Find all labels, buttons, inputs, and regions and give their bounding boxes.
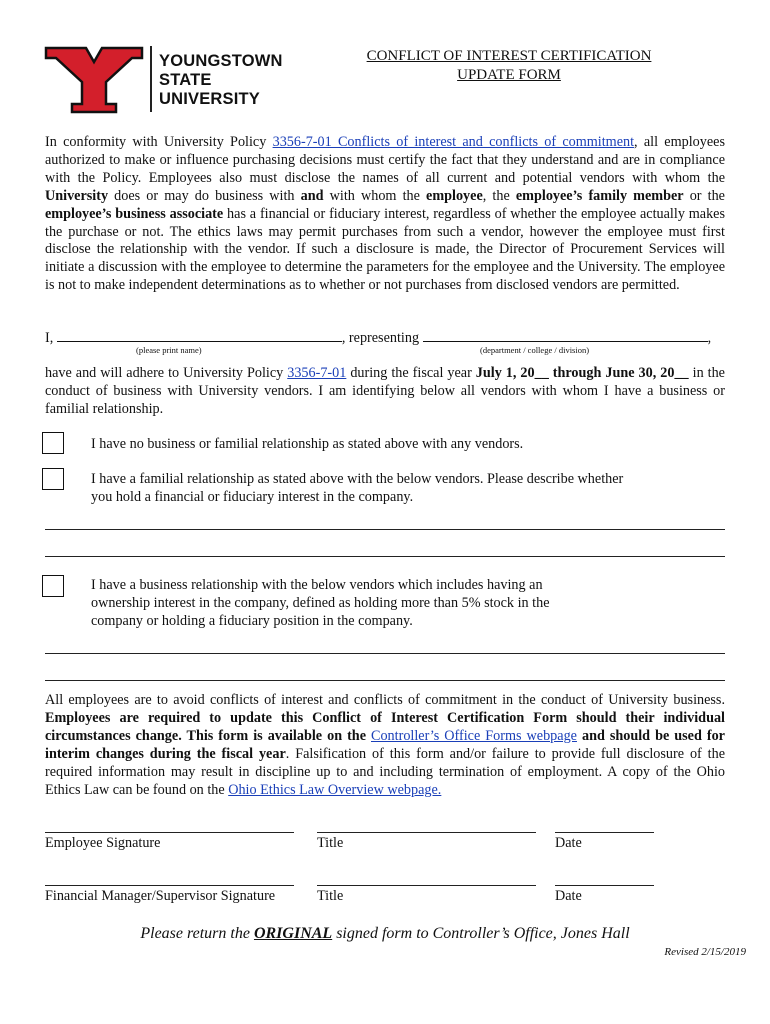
declaration-line: I, , representing ,: [45, 327, 735, 347]
logo-divider: [150, 46, 152, 112]
employee-signature-line[interactable]: [45, 832, 294, 833]
closing-paragraph: All employees are to avoid conflicts of interest and conflicts of commitment in the conduct of University business. Employees are required to update this Conflict of Interest Certification Form should their individual circumstances change. This form is available on the Controller’s Office Forms webpage and should be used for interim changes during the fiscal year. Falsification of this form and/or failure to provide full disclosure of the required information may result in discipline up to and including termination of employment. A copy of the Ohio Ethics Law can be found on the Ohio Ethics Law Overview webpage.: [45, 692, 725, 798]
name-hint: (please print name): [136, 345, 202, 355]
employee-title-line[interactable]: [317, 832, 536, 833]
option-no-relationship: I have no business or familial relationship as stated above with any vendors.: [91, 436, 524, 452]
checkbox-no-relationship[interactable]: [42, 432, 64, 454]
manager-signature-label: Financial Manager/Supervisor Signature: [45, 888, 276, 904]
title-line-2: UPDATE FORM: [457, 67, 561, 83]
manager-title-label: Title: [317, 888, 344, 904]
form-title: [300, 47, 718, 85]
policy-link[interactable]: 3356-7-01 Conflicts of interest and conflicts of commitment: [272, 134, 635, 150]
business-vendor-line-1[interactable]: [45, 653, 725, 654]
adherence-paragraph: have and will adhere to University Policy 3356-7-01 during the fiscal year July 1, 20__ through June 30, 20__ in the conduct of business with University vendors. I am identifying below all vendors with whom I have a business or familial relationship.: [45, 365, 725, 417]
y-logo-icon: [44, 46, 144, 114]
manager-signature-line[interactable]: [45, 885, 294, 886]
return-instructions: Please return the ORIGINAL signed form to Controller’s Office, Jones Hall: [140, 925, 630, 942]
intro-paragraph: In conformity with University Policy 3356-7-01 Conflicts of interest and conflicts of commitment, all employees authorized to make or influence purchasing decisions must certify the fact that they understand and are in compliance with the Policy. Employees also must disclose the names of all current and potential vendors with whom the University does or may do business with and with whom the employee, the employee’s family member or the employee’s business associate has a financial or fiduciary interest, regardless of whether the employee actually makes the purchase or not. The ethics laws may permit purchases from such a vendor, however the employee must first disclose the relationship with the vendor. If such a disclosure is made, the Director of Procurement Services will initiate a discussion with the employee to determine the parameters for the employee and the University. The employee is not to make independent determinations as to whether or not purchases from disclosed vendors are permitted.: [45, 134, 725, 294]
employee-date-line[interactable]: [555, 832, 654, 833]
employee-date-label: Date: [555, 835, 582, 851]
department-input[interactable]: [423, 327, 708, 342]
business-vendor-line-2[interactable]: [45, 680, 725, 681]
policy-link-short[interactable]: 3356-7-01: [287, 365, 347, 381]
name-input[interactable]: [57, 327, 342, 342]
manager-date-line[interactable]: [555, 885, 654, 886]
familial-vendor-line-1[interactable]: [45, 529, 725, 530]
title-line-1: CONFLICT OF INTEREST CERTIFICATION: [366, 48, 652, 64]
checkbox-familial-relationship[interactable]: [42, 468, 64, 490]
ohio-ethics-link[interactable]: Ohio Ethics Law Overview webpage.: [228, 781, 442, 798]
controller-forms-link[interactable]: Controller’s Office Forms webpage: [371, 727, 577, 744]
manager-title-line[interactable]: [317, 885, 536, 886]
university-logo: [44, 46, 144, 114]
manager-date-label: Date: [555, 888, 582, 904]
familial-vendor-line-2[interactable]: [45, 556, 725, 557]
revision-date: Revised 2/15/2019: [664, 946, 746, 958]
option-business-relationship: I have a business relationship with the below vendors which includes having an ownership interest in the company, defined as holding more than 5% stock in the company or holding a fiduciary position in the company.: [91, 577, 550, 629]
employee-title-label: Title: [317, 835, 344, 851]
employee-signature-label: Employee Signature: [45, 835, 161, 851]
department-hint: (department / college / division): [480, 345, 590, 355]
option-familial-relationship: I have a familial relationship as stated above with the below vendors. Please describe whether you hold a financial or fiduciary interest in the company.: [91, 471, 624, 505]
logo-wordmark: YOUNGSTOWN STATE UNIVERSITY: [159, 52, 283, 108]
checkbox-business-relationship[interactable]: [42, 575, 64, 597]
